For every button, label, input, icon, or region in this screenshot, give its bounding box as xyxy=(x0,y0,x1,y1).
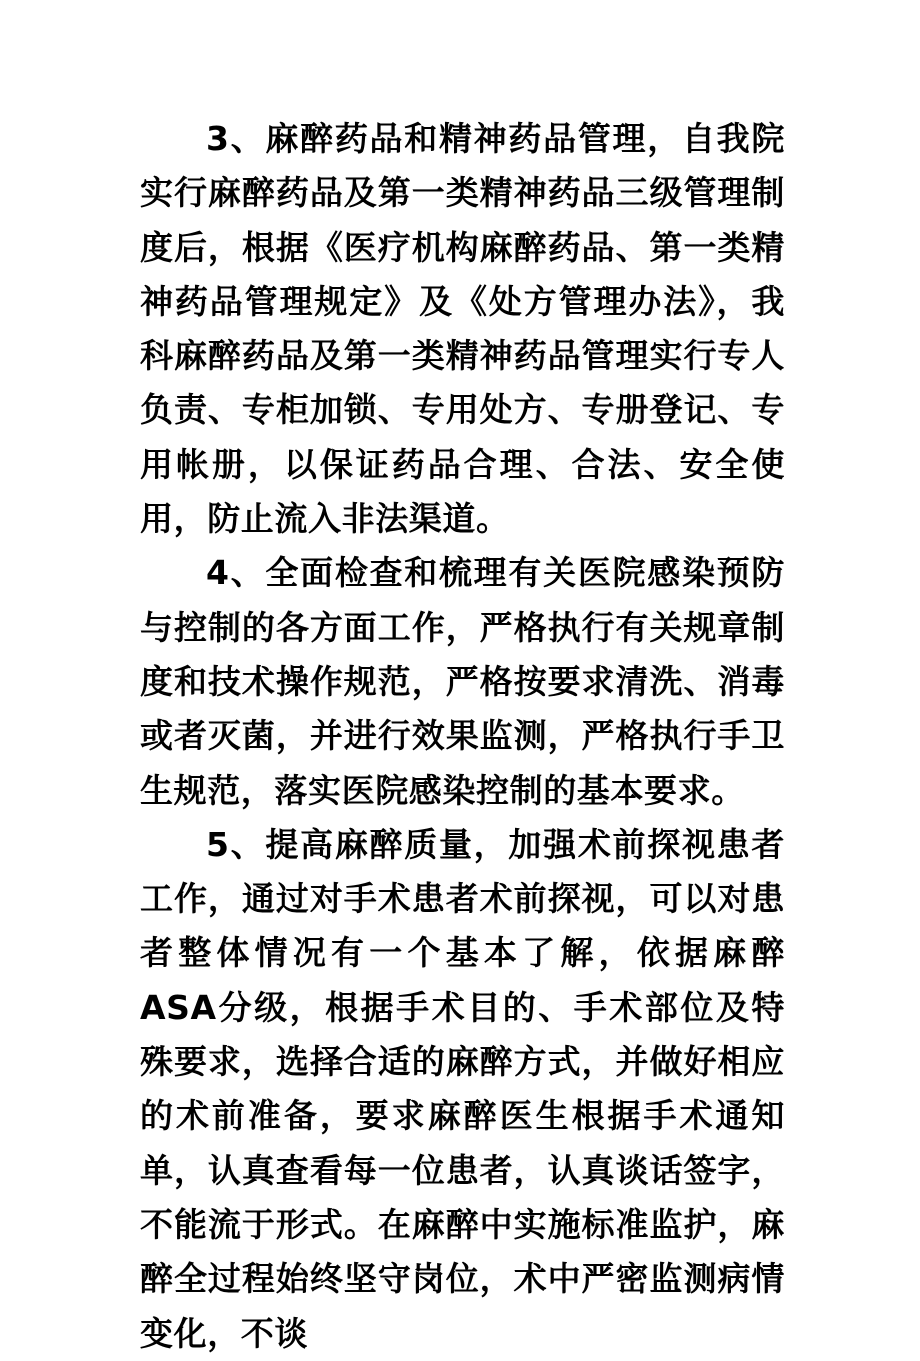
paragraph-anesthesia-quality: 5、提高麻醉质量，加强术前探视患者工作，通过对手术患者术前探视，可以对患者整体情况有一个基本了解，依据麻醉ASA分级，根据手术目的、手术部位及特殊要求，选择合适的麻醉方式，并做好相应的术前准备，要求麻醉医生根据手术通知单，认真查看每一位患者，认真谈话签字，不能流于形式。在麻醉中实施标准监护，麻醉全过程始终坚守岗位，术中严密监测病情变化，不谈 xyxy=(140,824,785,1353)
document-page xyxy=(140,112,785,1361)
paragraph-narcotic-drug-management: 3、麻醉药品和精神药品管理，自我院实行麻醉药品及第一类精神药品三级管理制度后，根据《医疗机构麻醉药品、第一类精神药品管理规定》及《处方管理办法》，我科麻醉药品及第一类精神药品管理实行专人负责、专柜加锁、专用处方、专册登记、专用帐册，以保证药品合理、合法、安全使用，防止流入非法渠道。 xyxy=(140,119,785,539)
paragraph-infection-control: 4、全面检查和梳理有关医院感染预防与控制的各方面工作，严格执行有关规章制度和技术操作规范，严格按要求清洗、消毒或者灭菌，并进行效果监测，严格执行手卫生规范，落实医院感染控制的基本要求。 xyxy=(140,553,785,810)
